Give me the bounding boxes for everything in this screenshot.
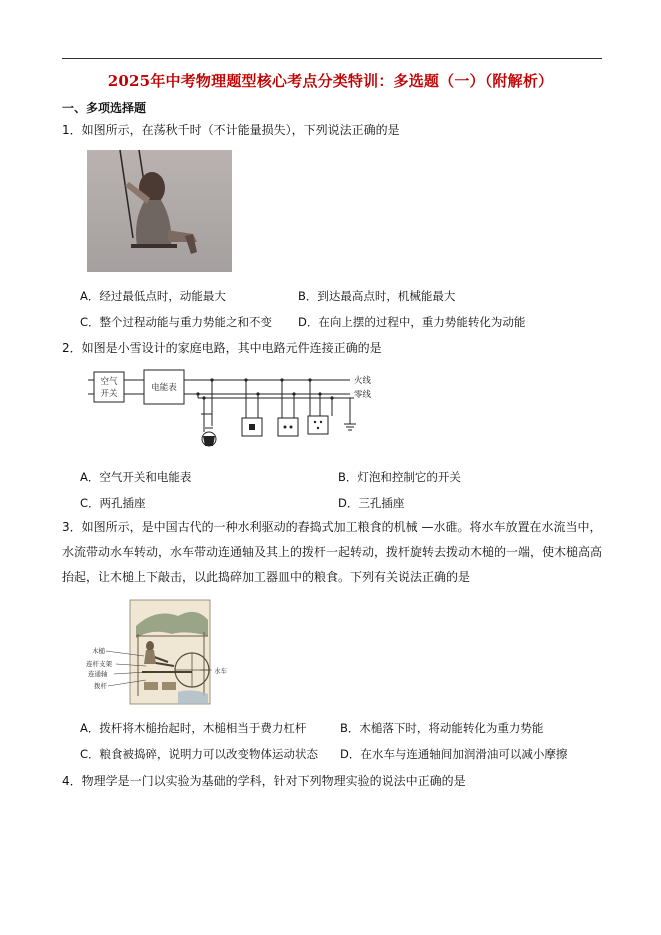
page-title: 2025年中考物理题型核心考点分类特训：多选题（一）（附解析） bbox=[107, 72, 554, 90]
q2-option-a: A．空气开关和电能表 bbox=[80, 470, 192, 484]
q2-option-d: D．三孔插座 bbox=[338, 496, 405, 510]
water-mortar-illustration bbox=[86, 600, 227, 706]
household-circuit-diagram bbox=[88, 366, 388, 456]
q2-option-c: C．两孔插座 bbox=[80, 496, 146, 510]
swing-photo bbox=[87, 150, 232, 272]
question-1-stem: 1．如图所示，在荡秋千时（不计能量损失），下列说法正确的是 bbox=[62, 123, 400, 137]
q3-option-b: B．木槌落下时，将动能转化为重力势能 bbox=[340, 721, 544, 735]
q1-option-b: B．到达最高点时，机械能最大 bbox=[298, 289, 456, 303]
label-cam-rod: 拨杆 bbox=[94, 682, 107, 690]
neutral-wire-label: 零线 bbox=[354, 390, 372, 400]
question-3-stem: 3．如图所示，是中国古代的一种水利驱动的舂捣式加工粮食的机械 —水碓。将水车放置在水流当中，水流带动水车转动，水车带动连通轴及其上的拨杆一起转动，拨杆旋转去拨动木槌的一端，使木槌高高抬起，让木槌上下敲击，以此捣碎加工器皿中的粮食。下列有关说法正确的是 bbox=[62, 520, 603, 584]
air-switch-label-2: 开关 bbox=[100, 389, 118, 399]
q3-option-d: D．在水车与连通轴间加润滑油可以减小摩擦 bbox=[340, 747, 568, 761]
energy-meter-label: 电能表 bbox=[151, 383, 177, 393]
live-wire-label: 火线 bbox=[354, 376, 372, 386]
label-waterwheel: 水车 bbox=[214, 667, 227, 675]
label-axle: 连通轴 bbox=[88, 670, 108, 678]
q1-option-a: A．经过最低点时，动能最大 bbox=[80, 289, 226, 303]
label-mallet: 木槌 bbox=[92, 647, 105, 655]
q2-option-b: B．灯泡和控制它的开关 bbox=[338, 470, 461, 484]
air-switch-label-1: 空气 bbox=[100, 377, 118, 387]
q1-option-c: C．整个过程动能与重力势能之和不变 bbox=[80, 315, 273, 329]
label-lever-frame: 连杆支架 bbox=[86, 660, 112, 668]
header-rule bbox=[62, 58, 602, 59]
q3-option-a: A．拨杆将木槌抬起时，木槌相当于费力杠杆 bbox=[80, 721, 307, 735]
q3-option-c: C．粮食被捣碎，说明力可以改变物体运动状态 bbox=[80, 747, 319, 761]
question-2-stem: 2．如图是小雪设计的家庭电路，其中电路元件连接正确的是 bbox=[62, 341, 382, 355]
question-4-stem: 4．物理学是一门以实验为基础的学科，针对下列物理实验的说法中正确的是 bbox=[62, 774, 466, 788]
q1-option-d: D．在向上摆的过程中，重力势能转化为动能 bbox=[298, 315, 526, 329]
section-heading: 一、多项选择题 bbox=[62, 101, 147, 115]
